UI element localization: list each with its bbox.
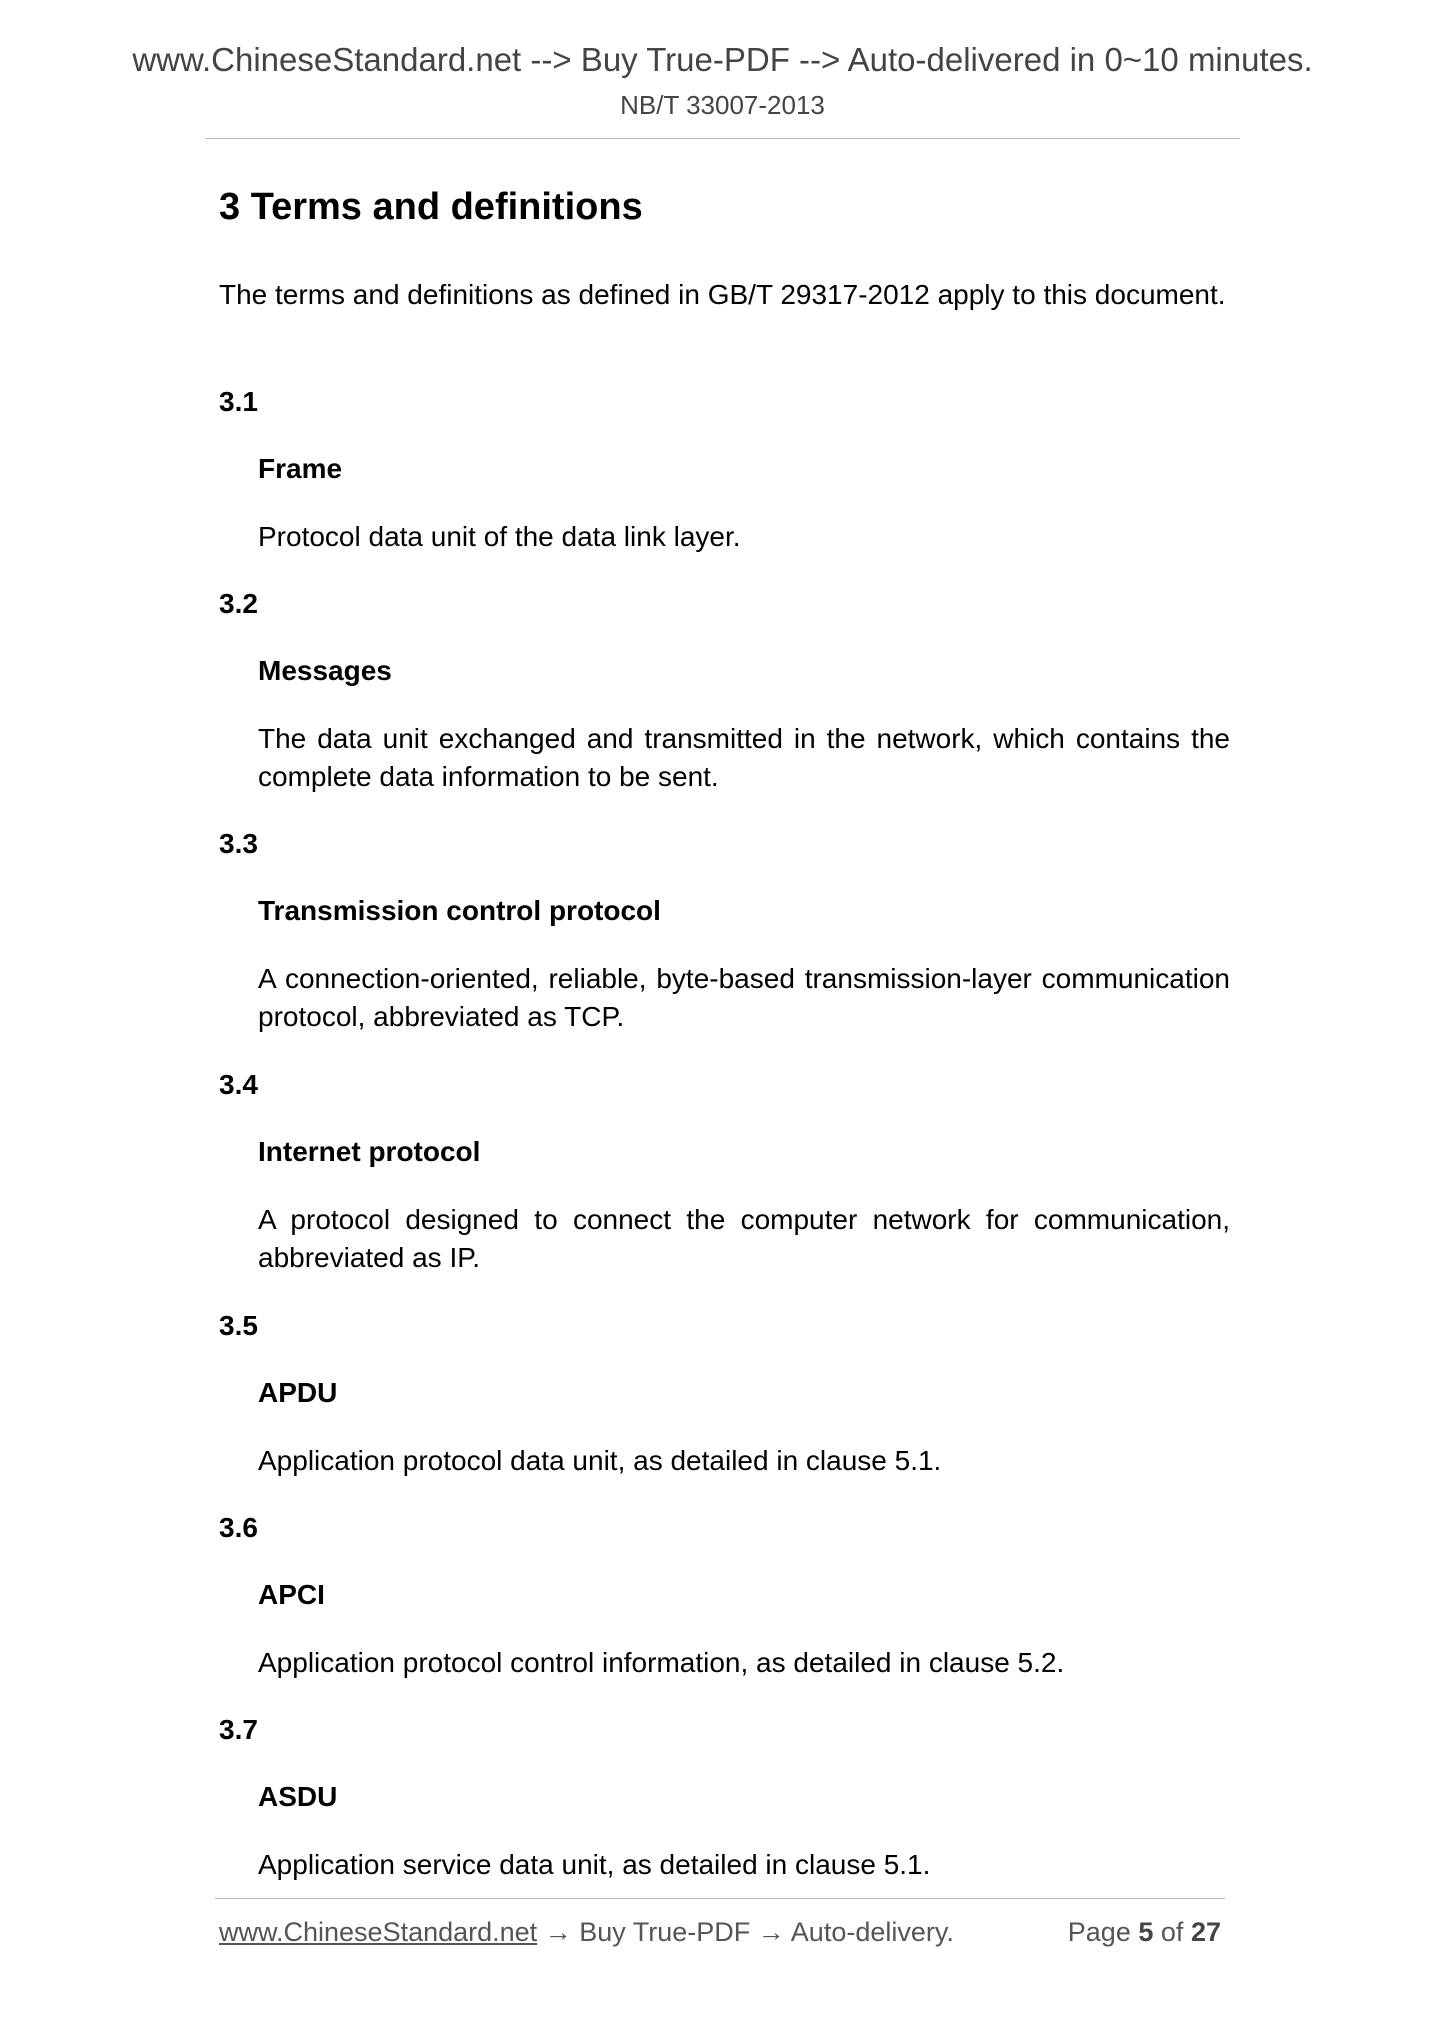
section-intro: The terms and definitions as defined in GB/T 29317-2012 apply to this document.: [219, 279, 1226, 310]
arrow-right-icon: →: [544, 1917, 572, 1947]
term-definition: Application protocol data unit, as detailed in clause 5.1.: [258, 1445, 942, 1476]
page-number: 5: [1138, 1917, 1154, 1947]
of-label: of: [1160, 1917, 1184, 1947]
arrow-right-icon: →: [757, 1917, 785, 1947]
term-name: Messages: [258, 655, 392, 686]
term-definition: Application service data unit, as detailed in clause 5.1.: [258, 1849, 931, 1880]
page-label: Page: [1067, 1917, 1131, 1947]
term-definition: Application protocol control information, as detailed in clause 5.2.: [258, 1647, 1065, 1678]
term-name: Transmission control protocol: [258, 895, 661, 926]
term-definition: Protocol data unit of the data link layer.: [258, 521, 741, 552]
section-title: 3 Terms and definitions: [219, 186, 643, 228]
term-name: APCI: [258, 1579, 325, 1610]
page-indicator: [1068, 1915, 1221, 1949]
term-name: Frame: [258, 453, 343, 484]
footer-promo: [219, 1915, 954, 1949]
footer-delivery-text: Auto-delivery.: [790, 1917, 954, 1947]
term-number: 3.2: [219, 588, 258, 619]
document-number: NB/T 33007-2013: [620, 90, 825, 120]
header-divider: [205, 138, 1240, 139]
term-number: 3.4: [219, 1069, 258, 1100]
term-name: Internet protocol: [258, 1136, 481, 1167]
site-banner: www.ChineseStandard.net --> Buy True-PDF --> Auto-delivered in 0~10 minutes.: [132, 41, 1313, 78]
footer-site-link[interactable]: www.ChineseStandard.net: [219, 1917, 538, 1947]
term-number: 3.6: [219, 1512, 258, 1543]
term-definition: A protocol designed to connect the computer network for communication, abbreviated as IP.: [258, 1204, 1230, 1273]
term-name: APDU: [258, 1377, 338, 1408]
term-number: 3.7: [219, 1714, 258, 1745]
term-definition: The data unit exchanged and transmitted in the network, which contains the complete data information to be sent.: [258, 723, 1230, 792]
term-name: ASDU: [258, 1781, 338, 1812]
footer-buy-text: Buy True-PDF: [579, 1917, 751, 1947]
term-definition: A connection-oriented, reliable, byte-based transmission-layer communication protocol, abbreviated as TCP.: [258, 963, 1230, 1032]
term-number: 3.1: [219, 386, 258, 417]
term-number: 3.5: [219, 1310, 258, 1341]
footer-divider: [215, 1898, 1225, 1899]
total-pages: 27: [1190, 1917, 1221, 1947]
term-number: 3.3: [219, 828, 258, 859]
